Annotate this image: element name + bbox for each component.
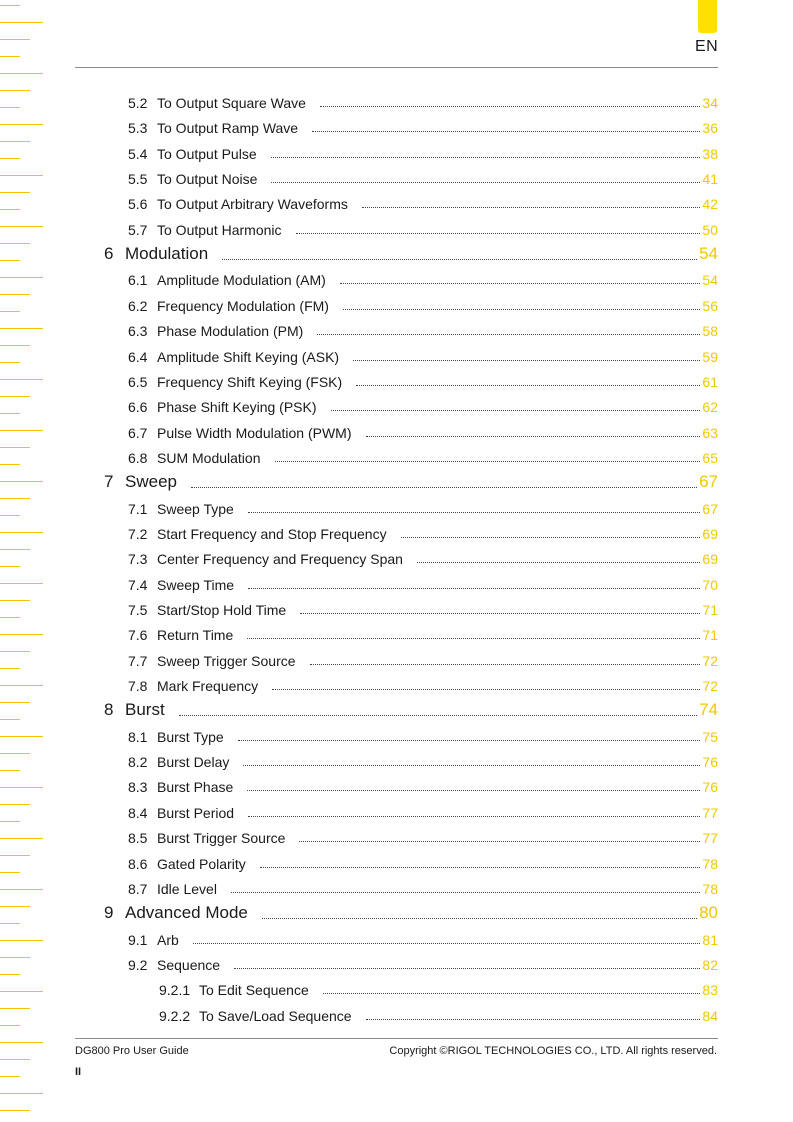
toc-entry[interactable] [128, 194, 718, 212]
toc-dot-leader [275, 461, 701, 462]
toc-entry-title[interactable]: Phase Modulation (PM) [157, 323, 304, 340]
ruler-tick [0, 923, 20, 924]
toc-entry[interactable] [128, 169, 718, 187]
toc-entry-title[interactable]: Amplitude Modulation (AM) [157, 272, 326, 289]
toc-entry-number: 6.2 [128, 297, 148, 314]
toc-entry-number: 8.6 [128, 855, 148, 872]
toc-entry-title[interactable]: Frequency Modulation (FM) [157, 297, 329, 314]
toc-entry[interactable] [159, 1006, 718, 1024]
toc-entry-number: 5.2 [128, 95, 148, 111]
toc-entry-page[interactable]: 82 [702, 956, 718, 973]
toc-entry[interactable] [128, 296, 718, 314]
footer-divider [75, 1038, 718, 1039]
toc-entry-title[interactable]: To Save/Load Sequence [199, 1007, 352, 1024]
toc-entry[interactable] [128, 372, 718, 390]
toc-dot-leader [191, 487, 697, 488]
toc-entry-number: 6.7 [128, 424, 148, 441]
toc-entry[interactable] [128, 347, 718, 365]
toc-entry-number: 9.2 [128, 956, 148, 973]
toc-entry-title[interactable]: Burst Delay [157, 754, 230, 771]
toc-dot-leader [401, 537, 701, 538]
toc-entry-number: 6.4 [128, 348, 148, 365]
ruler-tick [0, 685, 43, 686]
toc-entry-page[interactable]: 75 [702, 728, 718, 745]
toc-dot-leader [331, 410, 701, 411]
toc-entry-title[interactable]: Burst [125, 700, 165, 720]
ruler-tick [0, 39, 30, 40]
toc-entry-number: 5.6 [128, 196, 148, 213]
ruler-tick [0, 702, 30, 703]
toc-dot-leader [248, 588, 700, 589]
ruler-tick [0, 277, 43, 278]
toc-entry-title[interactable]: Center Frequency and Frequency Span [157, 551, 403, 568]
toc-entry-number: 7.8 [128, 678, 148, 695]
ruler-tick [0, 5, 20, 6]
ruler-tick [0, 974, 20, 975]
toc-dot-leader [193, 943, 701, 944]
toc-entry[interactable] [128, 575, 718, 593]
toc-dot-leader [356, 385, 700, 386]
toc-entry[interactable] [128, 600, 718, 618]
toc-entry-title[interactable]: Start/Stop Hold Time [157, 602, 287, 618]
toc-entry-number: 8.3 [128, 779, 148, 796]
toc-entry[interactable] [128, 118, 718, 136]
toc-entry-page[interactable]: 77 [702, 804, 718, 821]
toc-entry-page[interactable]: 38 [702, 145, 718, 162]
toc-entry[interactable] [128, 777, 718, 795]
toc-entry-number: 7.5 [128, 602, 148, 618]
toc-dot-leader [243, 765, 700, 766]
toc-entry-number: 8.1 [128, 728, 148, 745]
ruler-tick [0, 447, 30, 448]
ruler-tick [0, 549, 30, 550]
ruler-tick [0, 838, 43, 839]
toc-entry-page[interactable]: 71 [702, 627, 718, 644]
toc-dot-leader [362, 207, 701, 208]
toc-entry[interactable] [128, 144, 718, 162]
ruler-tick [0, 566, 20, 567]
toc-entry-title[interactable]: To Output Pulse [157, 145, 257, 162]
language-tab-marker [698, 0, 717, 33]
toc-entry[interactable] [128, 499, 718, 517]
ruler-tick [0, 770, 20, 771]
toc-entry-title[interactable]: Burst Phase [157, 779, 234, 796]
toc-entry-title[interactable]: Sweep Type [157, 500, 234, 517]
toc-entry-page[interactable]: 81 [702, 931, 718, 948]
toc-entry-number: 6.1 [128, 272, 148, 289]
toc-entry-title[interactable]: Burst Trigger Source [157, 830, 286, 847]
toc-dot-leader [231, 892, 700, 893]
toc-entry[interactable] [128, 423, 718, 441]
ruler-tick [0, 583, 43, 584]
toc-dot-leader [417, 562, 700, 563]
toc-entry-title[interactable]: Sweep [125, 472, 177, 492]
toc-entry[interactable] [128, 270, 718, 288]
toc-entry[interactable] [128, 651, 718, 669]
toc-dot-leader [260, 867, 701, 868]
toc-dot-leader [271, 157, 701, 158]
ruler-tick [0, 175, 43, 176]
toc-dot-leader [300, 613, 700, 614]
toc-entry[interactable] [128, 727, 718, 745]
toc-entry[interactable] [128, 803, 718, 821]
ruler-tick [0, 1110, 30, 1111]
toc-entry-number: 5.5 [128, 171, 148, 188]
toc-entry-page[interactable]: 69 [702, 551, 718, 568]
ruler-tick [0, 787, 43, 788]
toc-entry-page[interactable]: 69 [702, 525, 718, 542]
toc-dot-leader [179, 715, 697, 716]
toc-entry-page[interactable]: 72 [702, 678, 718, 695]
toc-entry-page[interactable]: 67 [702, 500, 718, 517]
ruler-tick [0, 906, 30, 907]
toc-entry-page[interactable]: 63 [702, 424, 718, 441]
ruler-tick [0, 855, 30, 856]
toc-entry-title[interactable]: To Output Square Wave [157, 95, 306, 111]
ruler-tick [0, 1059, 30, 1060]
ruler-tick [0, 464, 20, 465]
toc-dot-leader [248, 816, 700, 817]
toc-entry[interactable] [128, 879, 718, 897]
toc-entry-number: 6 [104, 244, 114, 264]
toc-dot-leader [296, 233, 701, 234]
ruler-tick [0, 413, 20, 414]
ruler-tick [0, 1042, 43, 1043]
ruler-tick [0, 294, 30, 295]
footer-copyright: Copyright ©RIGOL TECHNOLOGIES CO., LTD. All rights reserved. [389, 1045, 717, 1057]
toc-entry-title[interactable]: Arb [157, 931, 179, 948]
toc-dot-leader [262, 918, 697, 919]
toc-entry-number: 5.3 [128, 120, 148, 137]
toc-entry-title[interactable]: To Output Arbitrary Waveforms [157, 196, 348, 213]
toc-entry[interactable] [128, 448, 718, 466]
ruler-tick [0, 736, 43, 737]
toc-dot-leader [247, 790, 700, 791]
toc-entry-number: 7.1 [128, 500, 148, 517]
toc-entry-number: 6.6 [128, 399, 148, 416]
toc-entry-page[interactable]: 71 [702, 602, 718, 618]
toc-entry-number: 8.2 [128, 754, 148, 771]
toc-entry-title[interactable]: Start Frequency and Stop Frequency [157, 525, 387, 542]
toc-entry-title[interactable]: Sweep Trigger Source [157, 652, 296, 669]
ruler-tick [0, 1008, 30, 1009]
toc-entry-page[interactable]: 41 [702, 171, 718, 188]
toc-entry-number: 7.2 [128, 525, 148, 542]
toc-dot-leader [340, 283, 701, 284]
toc-dot-leader [310, 664, 701, 665]
toc-entry-page[interactable]: 34 [702, 95, 718, 111]
toc-entry-page[interactable]: 58 [702, 323, 718, 340]
toc-entry[interactable] [104, 698, 718, 720]
toc-entry-page[interactable]: 56 [702, 297, 718, 314]
toc-entry-number: 5.7 [128, 221, 148, 238]
ruler-tick [0, 719, 20, 720]
toc-entry-title[interactable]: To Output Ramp Wave [157, 120, 299, 137]
toc-entry-page[interactable]: 83 [702, 982, 718, 999]
ruler-tick [0, 1093, 43, 1094]
ruler-tick [0, 481, 43, 482]
toc-entry-page[interactable]: 78 [702, 880, 718, 897]
toc-entry[interactable] [128, 752, 718, 770]
toc-entry[interactable] [128, 397, 718, 415]
toc-entry-title[interactable]: Gated Polarity [157, 855, 246, 872]
toc-entry-title[interactable]: Return Time [157, 627, 234, 644]
toc-dot-leader [247, 638, 700, 639]
ruler-tick [0, 991, 43, 992]
toc-entry-page[interactable]: 50 [702, 221, 718, 238]
toc-dot-leader [317, 334, 700, 335]
page-number: II [75, 1066, 82, 1078]
toc-dot-leader [272, 689, 700, 690]
ruler-tick [0, 1025, 20, 1026]
toc-entry-page[interactable]: 77 [702, 830, 718, 847]
ruler-tick [0, 73, 43, 74]
ruler-tick [0, 1076, 20, 1077]
ruler-tick [0, 107, 20, 108]
toc-entry-title[interactable]: SUM Modulation [157, 449, 261, 466]
toc-entry-number: 6.8 [128, 449, 148, 466]
toc-dot-leader [343, 309, 700, 310]
toc-entry[interactable] [128, 93, 718, 111]
ruler-tick [0, 90, 30, 91]
toc-entry-title[interactable]: Burst Period [157, 804, 235, 821]
ruler-tick [0, 634, 43, 635]
ruler-tick [0, 226, 43, 227]
ruler-tick [0, 209, 20, 210]
toc-dot-leader [366, 1019, 701, 1020]
toc-entry-title[interactable]: Phase Shift Keying (PSK) [157, 399, 317, 416]
footer-document-title: DG800 Pro User Guide [75, 1045, 189, 1057]
toc-entry-title[interactable]: Pulse Width Modulation (PWM) [157, 424, 352, 441]
toc-entry[interactable] [128, 321, 718, 339]
toc-entry-number: 7.6 [128, 627, 148, 644]
ruler-tick [0, 311, 20, 312]
toc-entry[interactable] [104, 901, 718, 923]
toc-entry-page[interactable]: 59 [702, 348, 718, 365]
toc-dot-leader [299, 841, 700, 842]
toc-entry[interactable] [128, 828, 718, 846]
toc-entry-number: 6.3 [128, 323, 148, 340]
toc-entry[interactable] [159, 980, 718, 998]
ruler-tick [0, 872, 20, 873]
toc-dot-leader [222, 259, 697, 260]
toc-entry-page[interactable]: 78 [702, 855, 718, 872]
toc-entry-title[interactable]: Burst Type [157, 728, 224, 745]
ruler-tick [0, 889, 43, 890]
toc-dot-leader [312, 131, 700, 132]
toc-dot-leader [248, 512, 701, 513]
ruler-tick [0, 617, 20, 618]
toc-entry-number: 9 [104, 903, 114, 923]
toc-entry[interactable] [128, 549, 718, 567]
toc-entry-title[interactable]: Sequence [157, 956, 221, 973]
toc-entry[interactable] [128, 625, 718, 643]
toc-entry-number: 7 [104, 472, 114, 492]
toc-entry-title[interactable]: Advanced Mode [125, 903, 248, 923]
toc-entry-title[interactable]: To Edit Sequence [199, 982, 309, 999]
margin-ruler [0, 0, 46, 1122]
ruler-tick [0, 396, 30, 397]
toc-entry-title[interactable]: Sweep Time [157, 576, 235, 593]
toc-entry-page[interactable]: 72 [702, 652, 718, 669]
ruler-tick [0, 532, 43, 533]
ruler-tick [0, 362, 20, 363]
toc-entry-number: 9.1 [128, 931, 148, 948]
ruler-tick [0, 328, 43, 329]
toc-entry-title[interactable]: Mark Frequency [157, 678, 259, 695]
toc-entry[interactable] [128, 854, 718, 872]
ruler-tick [0, 22, 43, 23]
toc-entry-number: 7.3 [128, 551, 148, 568]
toc-entry[interactable] [128, 676, 718, 694]
ruler-tick [0, 345, 30, 346]
ruler-tick [0, 668, 20, 669]
toc-entry-number: 5.4 [128, 145, 148, 162]
toc-dot-leader [366, 436, 701, 437]
toc-entry-page[interactable]: 76 [702, 754, 718, 771]
toc-entry-number: 8.7 [128, 880, 148, 897]
toc-entry[interactable] [128, 955, 718, 973]
ruler-tick [0, 651, 30, 652]
toc-entry-number: 6.5 [128, 373, 148, 390]
toc-dot-leader [238, 740, 701, 741]
language-label: EN [695, 38, 719, 55]
toc-entry-page[interactable]: 74 [699, 700, 718, 720]
toc-entry-number: 8 [104, 700, 114, 720]
ruler-tick [0, 158, 20, 159]
toc-entry-page[interactable]: 62 [702, 399, 718, 416]
header-divider [75, 67, 718, 68]
toc-entry-page[interactable]: 67 [699, 472, 718, 492]
toc-entry-page[interactable]: 84 [702, 1007, 718, 1024]
ruler-tick [0, 124, 43, 125]
toc-entry-page[interactable]: 36 [702, 120, 718, 137]
toc-entry-page[interactable]: 42 [702, 196, 718, 213]
toc-entry-number: 7.4 [128, 576, 148, 593]
toc-entry-page[interactable]: 61 [702, 373, 718, 390]
ruler-tick [0, 430, 43, 431]
toc-entry-title[interactable]: Idle Level [157, 880, 217, 897]
ruler-tick [0, 243, 30, 244]
toc-dot-leader [353, 360, 700, 361]
toc-dot-leader [234, 968, 700, 969]
ruler-tick [0, 379, 43, 380]
ruler-tick [0, 56, 20, 57]
toc-entry-page[interactable]: 70 [702, 576, 718, 593]
toc-entry-title[interactable]: To Output Noise [157, 171, 258, 188]
toc-entry[interactable] [104, 242, 718, 264]
toc-entry-title[interactable]: Frequency Shift Keying (FSK) [157, 373, 343, 390]
toc-entry-number: 7.7 [128, 652, 148, 669]
toc-entry-title[interactable]: To Output Harmonic [157, 221, 282, 238]
ruler-tick [0, 260, 20, 261]
toc-entry[interactable] [128, 524, 718, 542]
toc-dot-leader [320, 106, 701, 107]
ruler-tick [0, 753, 30, 754]
toc-entry-title[interactable]: Amplitude Shift Keying (ASK) [157, 348, 340, 365]
toc-entry-page[interactable]: 54 [702, 272, 718, 289]
toc-entry-page[interactable]: 54 [699, 244, 718, 264]
ruler-tick [0, 600, 30, 601]
ruler-tick [0, 957, 30, 958]
toc-entry-number: 9.2.1 [159, 982, 191, 999]
toc-entry-title[interactable]: Modulation [125, 244, 209, 264]
ruler-tick [0, 940, 43, 941]
ruler-tick [0, 192, 30, 193]
toc-entry[interactable] [128, 930, 718, 948]
ruler-tick [0, 141, 30, 142]
ruler-tick [0, 804, 30, 805]
ruler-tick [0, 515, 20, 516]
toc-entry-number: 8.5 [128, 830, 148, 847]
toc-entry-page[interactable]: 65 [702, 449, 718, 466]
toc-entry-page[interactable]: 76 [702, 779, 718, 796]
toc-entry[interactable] [128, 220, 718, 238]
toc-entry-number: 9.2.2 [159, 1007, 191, 1024]
ruler-tick [0, 821, 20, 822]
toc-dot-leader [323, 993, 701, 994]
toc-entry[interactable] [104, 470, 718, 492]
toc-entry-page[interactable]: 80 [699, 903, 718, 923]
toc-entry-number: 8.4 [128, 804, 148, 821]
ruler-tick [0, 498, 30, 499]
toc-dot-leader [271, 182, 700, 183]
